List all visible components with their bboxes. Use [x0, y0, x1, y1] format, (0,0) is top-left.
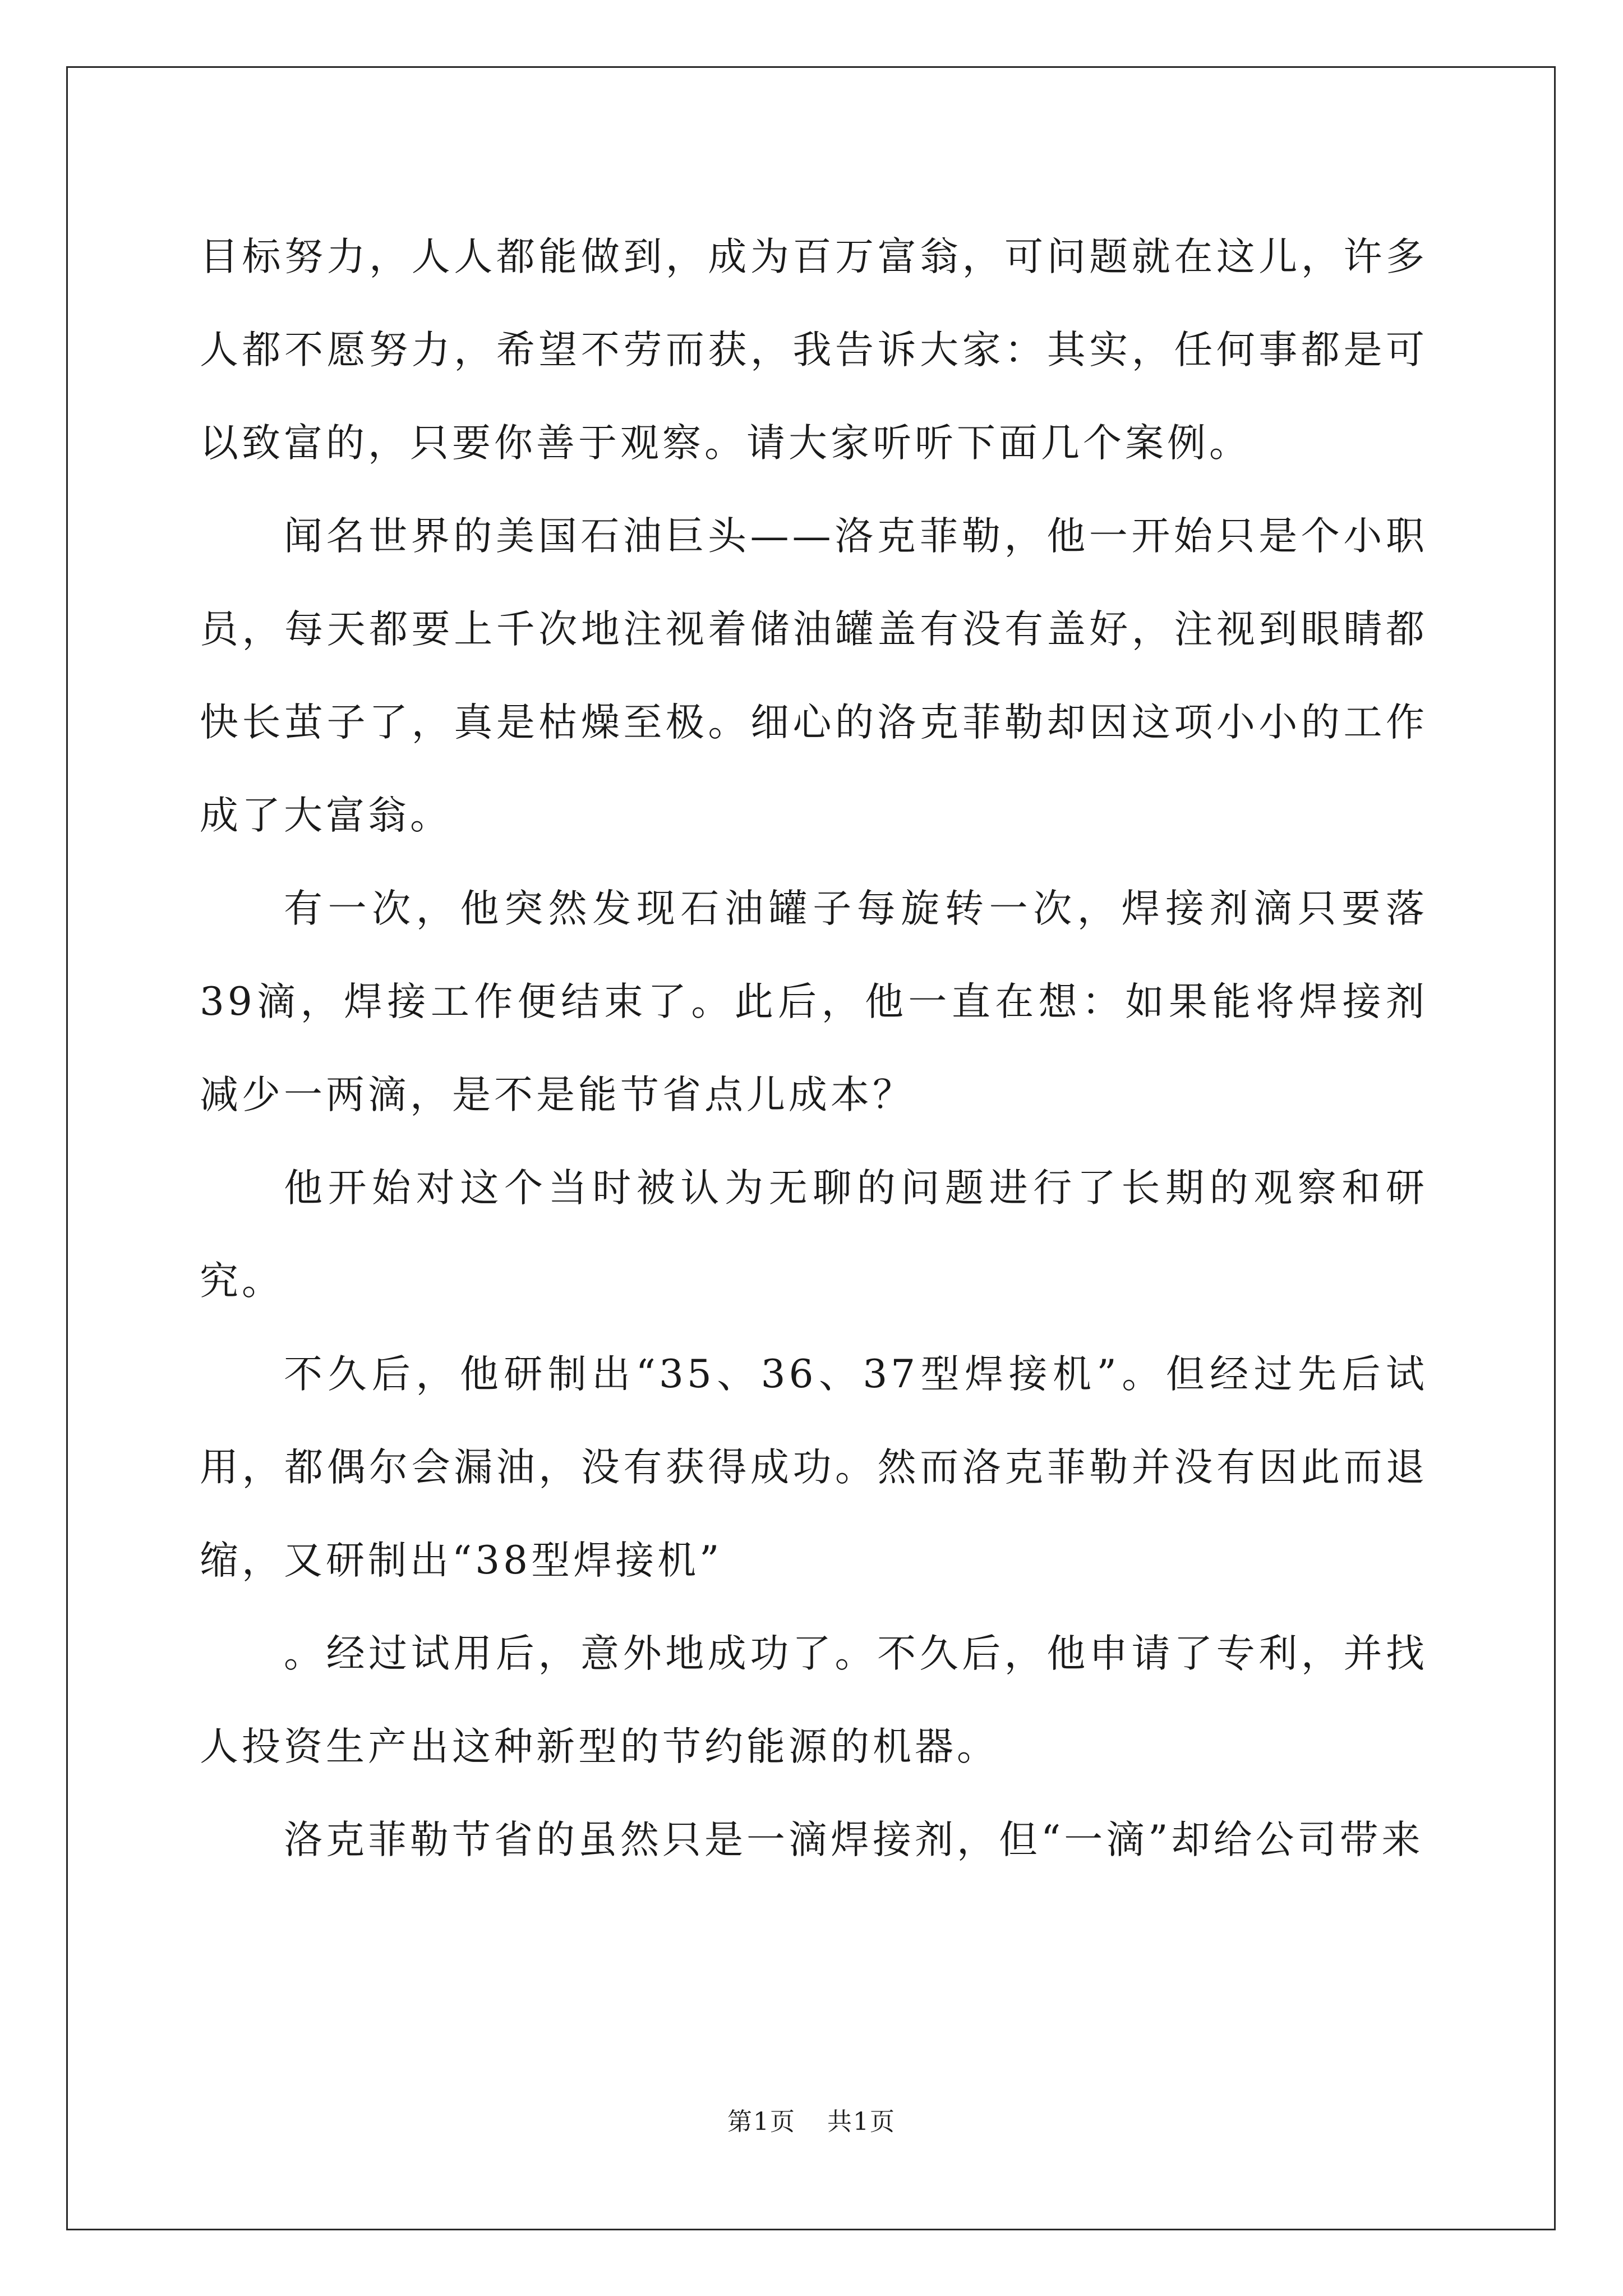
paragraph-3: 有一次，他突然发现石油罐子每旋转一次，焊接剂滴只要落39滴，焊接工作便结束了。此后，他一直在想：如果能将焊接剂减少一两滴，是不是能节省点儿成本？ — [200, 886, 1428, 1117]
paragraph-7: 洛克菲勒节省的虽然只是一滴焊接剂，但“一滴”却给公司带来 — [284, 1818, 1424, 1862]
page-number: 第1页 — [727, 2108, 796, 2136]
paragraph-2: 闻名世界的美国石油巨头——洛克菲勒，他一开始只是个小职员，每天都要上千次地注视着储油罐盖有没有盖好，注视到眼睛都快长茧子了，真是枯燥至极。细心的洛克菲勒却因这项小小的工作成了大富翁。 — [200, 514, 1428, 838]
paragraph-6: 。经过试用后，意外地成功了。不久后，他申请了专利，并找人投资生产出这种新型的节约能源的机器。 — [200, 1631, 1428, 1769]
document-body — [200, 210, 1428, 1887]
paragraph-5: 不久后，他研制出“35、36、37型焊接机”。但经过先后试用，都偶尔会漏油，没有获得成功。然而洛克菲勒并没有因此而退缩，又研制出“38型焊接机” — [200, 1352, 1428, 1583]
paragraph-4: 他开始对这个当时被认为无聊的问题进行了长期的观察和研究。 — [200, 1166, 1428, 1304]
paragraph-1: 目标努力，人人都能做到，成为百万富翁，可问题就在这儿，许多人都不愿努力，希望不劳而获，我告诉大家：其实，任何事都是可以致富的，只要你善于观察。请大家听听下面几个案例。 — [200, 234, 1428, 466]
page-footer — [0, 2101, 1623, 2137]
page-total: 共1页 — [827, 2108, 896, 2136]
